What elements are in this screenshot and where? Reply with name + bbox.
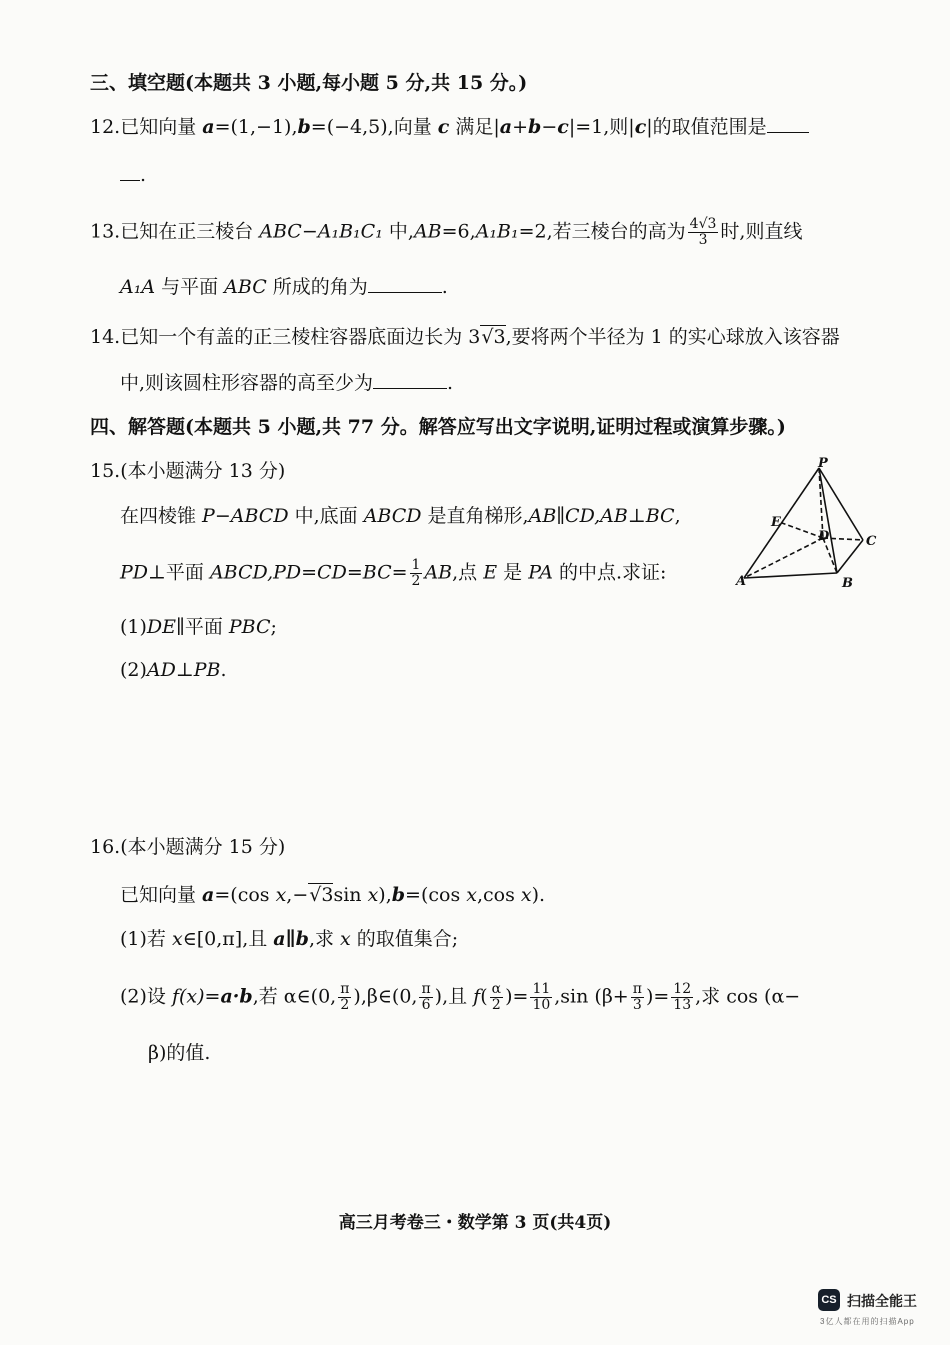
fraction-pi-over-2: $\frac{\pi}{2}$ [340,981,350,1013]
label-A: A [736,574,747,589]
q12-answer-blank-b[interactable] [120,162,140,181]
edge-BC [837,540,863,573]
label-E: E [771,515,781,530]
q13-answer-blank[interactable] [368,274,442,293]
label-P: P [818,456,828,471]
question-13: 13.已知在正三棱台 ABC−A₁B₁C₁ 中,AB=6,A₁B₁=2,若三棱台的高为 $\frac{4√3}{3}$ 时,则直线 [90,216,803,248]
fraction-12-over-13: $\frac{12}{13}$ [673,981,692,1013]
label-B: B [842,576,853,591]
fraction-alpha-over-2: $\frac{\alpha}{2}$ [491,981,502,1013]
question-12: 12.已知向量 a=(1,−1),b=(−4,5),向量 c 满足|a+b−c|=1,则|c|的取值范围是 [90,114,809,140]
q14-answer-blank[interactable] [373,370,447,389]
edge-PA [744,468,819,578]
question-16-header: 16.(本小题满分 15 分) [90,836,286,858]
question-14: 14.已知一个有盖的正三棱柱容器底面边长为 3√3,要将两个半径为 1 的实心球放入该容器 [90,326,840,348]
label-C: C [866,534,877,549]
camscanner-logo-icon: CS [818,1289,840,1311]
fraction-11-over-10: $\frac{11}{10}$ [532,981,551,1013]
question-15-part-2: (2)AD⊥PB. [120,659,227,681]
edge-AB [744,573,837,578]
question-15-line-1: 在四棱锥 P−ABCD 中,底面 ABCD 是直角梯形,AB∥CD,AB⊥BC, [120,505,681,527]
label-D: D [818,529,830,544]
question-16-part-1: (1)若 x∈[0,π],且 a∥b,求 x 的取值集合; [120,928,459,950]
fraction-pi-over-6: $\frac{\pi}{6}$ [421,981,431,1013]
fraction-1-over-2: $\frac{1}{2}$ [411,557,421,589]
question-14-cont: 中,则该圆柱形容器的高至少为 . [120,372,454,394]
question-15-part-1: (1)DE∥平面 PBC; [120,616,277,638]
fraction-4sqrt3-over-3: $\frac{4√3}{3}$ [689,216,717,248]
question-16-line-1: 已知向量 a=(cos x,−√3sin x),b=(cos x,cos x). [120,884,546,906]
edge-DE [782,523,823,538]
q12-number: 12. [90,116,121,138]
camscanner-slogan: 3亿人都在用的扫描App [820,1317,915,1326]
camscanner-name: 扫描全能王 [847,1293,917,1309]
page-footer: 高三月考卷三・数学第 3 页(共4页) [338,1213,612,1233]
fraction-pi-over-3: $\frac{\pi}{3}$ [632,981,642,1013]
section-4-heading: 四、解答题(本题共 5 小题,共 77 分。解答应写出文字说明,证明过程或演算步骤。) [90,416,786,438]
edge-DA [744,538,823,578]
question-16-part-2-cont: β)的值. [148,1042,211,1064]
section-3-heading: 三、填空题(本题共 3 小题,每小题 5 分,共 15 分。) [90,72,528,94]
question-15-line-2: PD⊥平面 ABCD,PD=CD=BC= $\frac{1}{2}$ AB,点 E 是 PA 的中点.求证: [120,557,667,589]
question-13-cont: A₁A 与平面 ABC 所成的角为 . [120,276,448,298]
question-15-header: 15.(本小题满分 13 分) [90,460,286,482]
pyramid-figure [730,455,890,595]
question-12-cont: . [120,162,146,188]
question-16-part-2: (2)设 f(x)=a·b,若 α∈(0, $\frac{\pi}{2}$ ),β∈(0, $\frac{\pi}{6}$ ),且 f( $\frac{\alpha}{2}$ )= $\frac{11}{10}$ ,sin (β+ $\frac{\pi}{3}$ )= $\frac{12}{13}$ ,求 cos (α− [120,981,801,1013]
q12-answer-blank-a[interactable] [767,114,809,133]
